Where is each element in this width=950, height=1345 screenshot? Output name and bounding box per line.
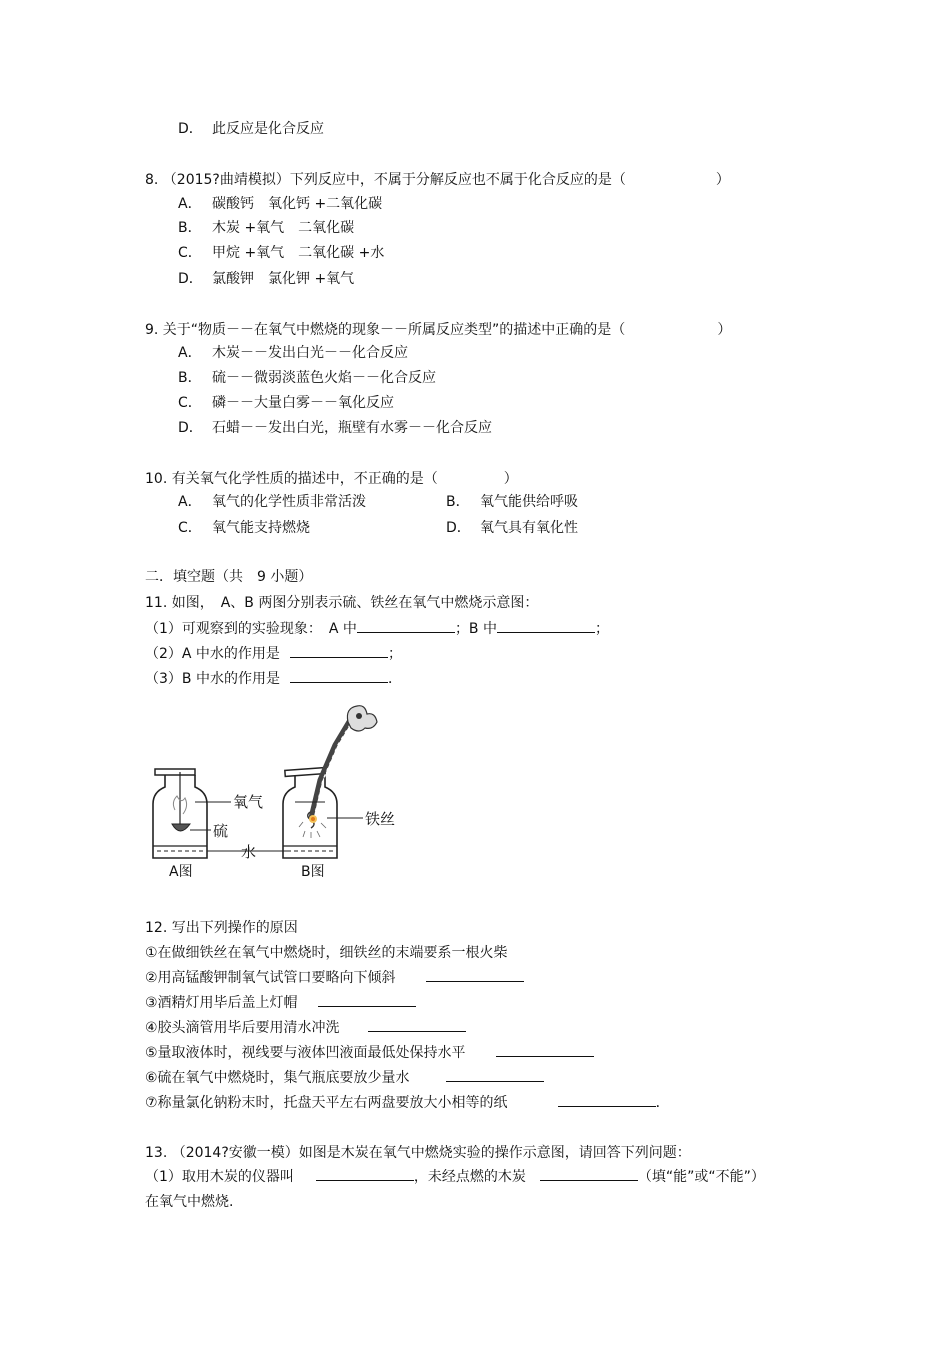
option-text: 硫－－微弱淡蓝色火焰－－化合反应 xyxy=(212,370,436,386)
q13-part1-mid: ，未经点燃的木炭 xyxy=(413,1169,526,1185)
q13-part1-hint: （填“能”或“不能”） xyxy=(637,1169,765,1185)
answer-blank[interactable] xyxy=(496,1042,594,1057)
q12-item-text: ④胶头滴管用毕后要用清水冲洗 xyxy=(145,1020,340,1036)
option-label: D． xyxy=(446,520,471,536)
q9-option-a xyxy=(178,343,408,363)
q11-part2-end: ； xyxy=(387,646,402,662)
section-title: 二．填空题（共 9 小题） xyxy=(145,569,313,585)
answer-blank[interactable] xyxy=(290,668,388,683)
option-text: 木炭－－发出白光－－化合反应 xyxy=(212,345,408,361)
q12-end-punct: ． xyxy=(655,1095,670,1111)
answer-blank[interactable] xyxy=(357,618,455,633)
q10-option-c xyxy=(178,518,310,538)
option-label: B． xyxy=(178,370,202,386)
answer-blank[interactable] xyxy=(446,1067,544,1082)
answer-blank[interactable] xyxy=(558,1092,656,1107)
q12-item-5 xyxy=(145,1042,594,1063)
option-label: B． xyxy=(446,494,470,510)
option-text: 磷－－大量白雾－－氧化反应 xyxy=(212,395,394,411)
q11-part3-end: ． xyxy=(387,671,402,687)
q12-item-text: ②用高锰酸钾制氧气试管口要略向下倾斜 xyxy=(145,970,396,986)
caption-a: A图 xyxy=(169,864,193,880)
answer-blank[interactable] xyxy=(316,1166,414,1181)
q7-option-d xyxy=(178,119,324,139)
option-text: 碳酸钙 氧化钙 +二氧化碳 xyxy=(212,196,383,212)
q13-part1 xyxy=(145,1166,765,1187)
q9-option-d xyxy=(178,418,492,438)
q8-stem-close: ） xyxy=(715,172,730,188)
option-text: 石蜡－－发出白光，瓶壁有水雾－－化合反应 xyxy=(212,420,492,436)
option-text: 氧气能支持燃烧 xyxy=(212,520,310,536)
q12-item-1 xyxy=(145,943,508,963)
q10-stem-close: ） xyxy=(503,471,518,487)
option-text: 甲烷 +氧气 二氧化碳 +水 xyxy=(212,245,385,261)
q11-part2-prefix: （2）A 中水的作用是 xyxy=(145,646,280,662)
option-label: C． xyxy=(178,395,202,411)
option-label: B． xyxy=(178,220,202,236)
q9-option-c xyxy=(178,393,394,413)
q13-part1-continued: 在氧气中燃烧. xyxy=(145,1194,234,1210)
q10-option-b xyxy=(446,492,578,512)
jar-a xyxy=(153,769,237,858)
q9-stem-close: ） xyxy=(717,322,732,338)
q10-option-a xyxy=(178,492,366,512)
jar-b xyxy=(237,706,377,858)
caption-b: B图 xyxy=(301,864,325,880)
q12-item-6 xyxy=(145,1067,544,1088)
option-label: D． xyxy=(178,121,203,137)
q13-part1-prefix: （1）取用木炭的仪器叫 xyxy=(145,1169,294,1185)
q12-item-text: ⑥硫在氧气中燃烧时，集气瓶底要放少量水 xyxy=(145,1070,410,1086)
label-water: 水 xyxy=(241,843,257,861)
q8-stem-text: 8. （2015?曲靖模拟）下列反应中，不属于分解反应也不属于化合反应的是（ xyxy=(145,172,626,188)
q11-part3-prefix: （3）B 中水的作用是 xyxy=(145,671,280,687)
label-iron-wire: 铁丝 xyxy=(365,810,396,828)
option-text: 氯酸钾 氯化钾 +氧气 xyxy=(212,271,355,287)
option-text: 氧气能供给呼吸 xyxy=(480,494,578,510)
q12-item-text: ⑦称量氯化钠粉末时，托盘天平左右两盘要放大小相等的纸 xyxy=(145,1095,508,1111)
answer-blank[interactable] xyxy=(368,1017,466,1032)
q11-part1-end: ； xyxy=(595,621,609,637)
q10-option-d xyxy=(446,518,578,538)
option-label: C． xyxy=(178,520,202,536)
option-label: A． xyxy=(178,494,202,510)
answer-blank[interactable] xyxy=(497,618,595,633)
q8-stem xyxy=(145,170,730,190)
option-label: A． xyxy=(178,345,202,361)
q8-option-b xyxy=(178,218,354,238)
q12-item-text: ①在做细铁丝在氧气中燃烧时，细铁丝的末端要系一根火柴 xyxy=(145,945,508,961)
q11-figure xyxy=(145,700,415,885)
q10-stem-text: 10. 有关氧气化学性质的描述中，不正确的是（ xyxy=(145,471,438,487)
q12-item-3 xyxy=(145,992,416,1013)
q11-part1-prefix: （1）可观察到的实验现象： A 中 xyxy=(145,621,357,637)
answer-blank[interactable] xyxy=(290,643,388,658)
q11-stem: 11. 如图， A、B 两图分别表示硫、铁丝在氧气中燃烧示意图： xyxy=(145,595,539,611)
q10-stem xyxy=(145,469,518,489)
option-label: C． xyxy=(178,245,202,261)
q8-option-d xyxy=(178,269,354,289)
option-text: 木炭 +氧气 二氧化碳 xyxy=(212,220,355,236)
option-text: 此反应是化合反应 xyxy=(212,121,324,137)
option-label: D． xyxy=(178,420,203,436)
label-oxygen: 氧气 xyxy=(233,793,264,811)
q9-option-b xyxy=(178,368,436,388)
option-text: 氧气的化学性质非常活泼 xyxy=(212,494,366,510)
option-label: D． xyxy=(178,271,203,287)
q8-option-c xyxy=(178,243,384,263)
q9-stem-text: 9. 关于“物质－－在氧气中燃烧的现象－－所属反应类型”的描述中正确的是（ xyxy=(145,322,626,338)
option-text: 氧气具有氧化性 xyxy=(480,520,578,536)
q11-part1-mid: ；B 中 xyxy=(454,621,497,637)
q12-item-2 xyxy=(145,967,524,988)
q9-stem xyxy=(145,320,731,340)
q11-part2 xyxy=(145,643,402,664)
label-sulfur: 硫 xyxy=(213,822,229,840)
q8-option-a xyxy=(178,194,382,214)
q12-stem: 12. 写出下列操作的原因 xyxy=(145,920,298,936)
q12-item-4 xyxy=(145,1017,466,1038)
option-label: A． xyxy=(178,196,202,212)
answer-blank[interactable] xyxy=(540,1166,638,1181)
q11-part3 xyxy=(145,668,402,689)
q12-item-text: ⑤量取液体时，视线要与液体凹液面最低处保持水平 xyxy=(145,1045,466,1061)
answer-blank[interactable] xyxy=(426,967,524,982)
q11-part1 xyxy=(145,618,609,639)
q12-item-7 xyxy=(145,1092,670,1113)
q12-item-text: ③酒精灯用毕后盖上灯帽 xyxy=(145,995,298,1011)
answer-blank[interactable] xyxy=(318,992,416,1007)
q13-stem: 13. （2014?安徽一模）如图是木炭在氧气中燃烧实验的操作示意图，请回答下列问题： xyxy=(145,1145,691,1161)
